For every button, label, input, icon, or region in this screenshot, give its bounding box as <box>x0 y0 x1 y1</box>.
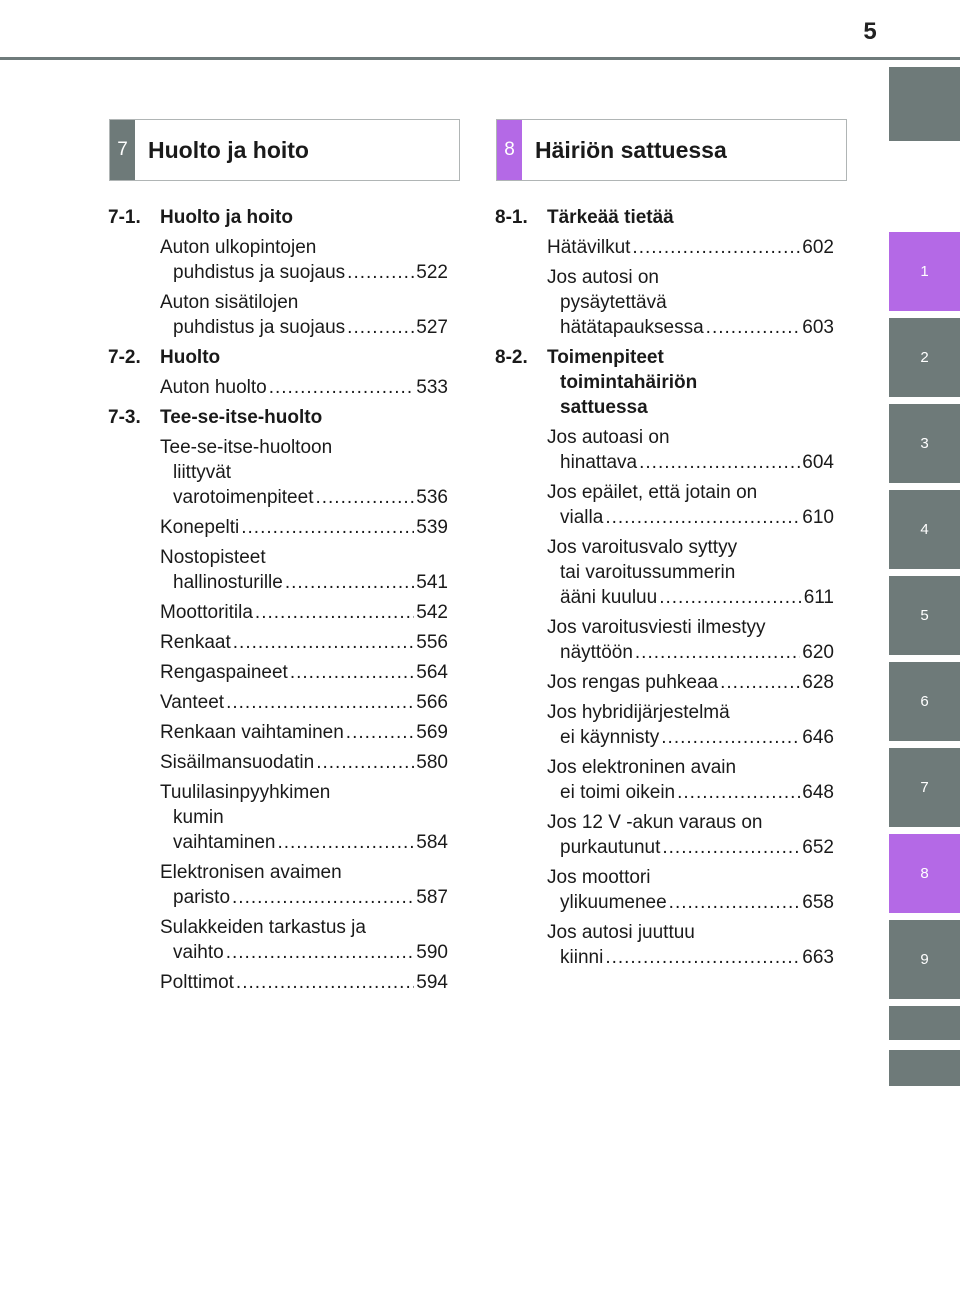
chapter-tab-blank[interactable] <box>889 1006 960 1040</box>
page-reference: 556 <box>416 632 448 653</box>
toc-entry-line <box>547 865 834 890</box>
toc-entry-line <box>547 640 834 665</box>
section-title <box>160 205 448 230</box>
toc-entry-line <box>160 315 448 340</box>
toc-entry-text: Jos epäilet, että jotain on <box>547 482 758 503</box>
toc-entry-line <box>547 615 834 640</box>
toc-entry[interactable] <box>160 660 448 685</box>
toc-column-chapter-7 <box>108 205 448 1000</box>
dot-leader <box>233 630 415 655</box>
toc-entry-text: Jos varoitusviesti ilmestyy <box>547 617 766 638</box>
toc-entry[interactable] <box>160 915 448 965</box>
toc-entry-line <box>160 660 448 685</box>
dot-leader <box>316 750 414 775</box>
toc-entry-line <box>547 700 834 725</box>
toc-entry-text: puhdistus ja suojaus <box>173 317 346 338</box>
chapter-tab-6[interactable]: 6 <box>889 662 960 741</box>
toc-entry-text: ei käynnisty <box>560 727 660 748</box>
toc-entry[interactable] <box>160 780 448 855</box>
toc-entry-text: Jos autoasi on <box>547 427 670 448</box>
toc-entry-text: varotoimenpiteet <box>173 487 314 508</box>
section-number: 8-1. <box>495 207 528 228</box>
page-reference: 604 <box>802 452 834 473</box>
dot-leader <box>290 660 414 685</box>
page-reference: 602 <box>802 237 834 258</box>
toc-entry-text: Polttimot <box>160 972 234 993</box>
section-number: 7-3. <box>108 407 141 428</box>
toc-entry-text: Vanteet <box>160 692 225 713</box>
dot-leader <box>659 585 802 610</box>
toc-entry-line <box>160 485 448 510</box>
toc-entry-line <box>160 630 448 655</box>
toc-entry[interactable] <box>160 375 448 400</box>
page-reference: 587 <box>416 887 448 908</box>
toc-entry[interactable] <box>547 615 834 665</box>
toc-entry-line <box>547 450 834 475</box>
toc-entry-line <box>160 235 448 260</box>
page-reference: 564 <box>416 662 448 683</box>
chapter-tab-8[interactable]: 8 <box>889 834 960 913</box>
section-title <box>547 205 834 230</box>
toc-entry-line <box>547 235 834 260</box>
page-reference: 648 <box>802 782 834 803</box>
header-rule <box>0 57 960 60</box>
chapter-title: Huolto ja hoito <box>148 136 309 163</box>
section-title-line: Huolto <box>160 347 221 368</box>
toc-entry-line <box>547 725 834 750</box>
toc-entry-text: hallinosturille <box>173 572 283 593</box>
toc-entry[interactable] <box>547 920 834 970</box>
toc-entry[interactable] <box>547 425 834 475</box>
toc-entry-text: liittyvät <box>173 462 232 483</box>
toc-entry-line <box>160 600 448 625</box>
toc-entry[interactable] <box>547 535 834 610</box>
chapter-tab-5[interactable]: 5 <box>889 576 960 655</box>
toc-section <box>108 205 448 340</box>
toc-entry-text: pysäytettävä <box>560 292 667 313</box>
toc-entry[interactable] <box>547 235 834 260</box>
page-reference: 580 <box>416 752 448 773</box>
chapter-tab-blank[interactable] <box>889 67 960 141</box>
toc-entry[interactable] <box>160 750 448 775</box>
dot-leader <box>277 830 414 855</box>
page-reference: 594 <box>416 972 448 993</box>
toc-entry-text: Jos 12 V -akun varaus on <box>547 812 763 833</box>
page-reference: 533 <box>416 377 448 398</box>
toc-entry-line <box>547 535 834 560</box>
section-title <box>160 405 448 430</box>
toc-entry-text: purkautunut <box>560 837 661 858</box>
toc-entry-line <box>547 755 834 780</box>
page-reference: 620 <box>802 642 834 663</box>
dot-leader <box>605 945 800 970</box>
toc-entry[interactable] <box>160 630 448 655</box>
chapter-tab-7[interactable]: 7 <box>889 748 960 827</box>
toc-entry-line <box>160 940 448 965</box>
toc-entry-line <box>160 435 448 460</box>
toc-entry-line <box>160 780 448 805</box>
section-heading <box>495 345 834 420</box>
toc-entry-text: Moottoritila <box>160 602 253 623</box>
toc-entry-text: kumin <box>173 807 224 828</box>
toc-entry[interactable] <box>160 435 448 510</box>
toc-entry[interactable] <box>547 700 834 750</box>
dot-leader <box>661 725 800 750</box>
dot-leader <box>635 640 800 665</box>
dot-leader <box>255 600 414 625</box>
toc-entry-line <box>547 290 834 315</box>
toc-entry-line <box>160 260 448 285</box>
page-reference: 536 <box>416 487 448 508</box>
chapter-tab-3[interactable]: 3 <box>889 404 960 483</box>
dot-leader <box>632 235 800 260</box>
toc-entry-line <box>160 375 448 400</box>
toc-entry-line <box>160 290 448 315</box>
toc-entry-text: hinattava <box>560 452 638 473</box>
toc-entry-text: ääni kuuluu <box>560 587 658 608</box>
toc-entry-line <box>160 860 448 885</box>
section-heading <box>495 205 834 230</box>
dot-leader <box>315 485 414 510</box>
page-reference: 527 <box>416 317 448 338</box>
toc-entry-text: vaihto <box>173 942 224 963</box>
toc-entry-line <box>547 265 834 290</box>
dot-leader <box>346 720 415 745</box>
page-reference: 584 <box>416 832 448 853</box>
toc-section <box>108 345 448 400</box>
page-reference: 663 <box>802 947 834 968</box>
toc-entry-text: Sisäilmansuodatin <box>160 752 315 773</box>
toc-entry-text: Jos hybridijärjestelmä <box>547 702 730 723</box>
section-heading <box>108 405 448 430</box>
toc-entry-line <box>160 515 448 540</box>
section-number: 7-1. <box>108 207 141 228</box>
toc-entry-line <box>160 805 448 830</box>
toc-entry-line <box>547 585 834 610</box>
toc-entry-text: Jos elektroninen avain <box>547 757 737 778</box>
toc-entry[interactable] <box>547 755 834 805</box>
section-title <box>160 345 448 370</box>
toc-entry-text: vialla <box>560 507 604 528</box>
toc-entry-line <box>547 560 834 585</box>
toc-entry[interactable] <box>547 480 834 530</box>
toc-entry-text: Elektronisen avaimen <box>160 862 342 883</box>
page-number: 5 <box>863 18 877 45</box>
toc-entry-line <box>160 460 448 485</box>
dot-leader <box>662 835 800 860</box>
toc-entry-line <box>547 315 834 340</box>
toc-entry-line <box>160 915 448 940</box>
toc-entry[interactable] <box>160 235 448 285</box>
toc-entry-line <box>547 945 834 970</box>
toc-entry[interactable] <box>547 670 834 695</box>
page-reference: 611 <box>803 587 834 608</box>
page-reference: 652 <box>802 837 834 858</box>
page-reference: 628 <box>802 672 834 693</box>
dot-leader <box>720 670 800 695</box>
toc-entry-text: Jos autosi juuttuu <box>547 922 695 943</box>
section-title-line: sattuessa <box>560 397 648 418</box>
dot-leader <box>347 315 414 340</box>
toc-entry-text: Tee-se-itse-huoltoon <box>160 437 333 458</box>
toc-entry-line <box>547 890 834 915</box>
page-reference: 539 <box>416 517 448 538</box>
section-title-line: Tee-se-itse-huolto <box>160 407 323 428</box>
toc-entry-line <box>160 830 448 855</box>
section-title-line: Huolto ja hoito <box>160 207 293 228</box>
dot-leader <box>232 885 414 910</box>
toc-entry-line <box>160 720 448 745</box>
toc-entry[interactable] <box>160 720 448 745</box>
page-reference: 522 <box>416 262 448 283</box>
dot-leader <box>706 315 801 340</box>
toc-entry[interactable] <box>160 515 448 540</box>
toc-entry-line <box>547 425 834 450</box>
toc-entry-text: Sulakkeiden tarkastus ja <box>160 917 366 938</box>
toc-entry[interactable] <box>160 545 448 595</box>
section-heading <box>108 205 448 230</box>
toc-entry-line <box>160 690 448 715</box>
toc-entry-text: Rengaspaineet <box>160 662 288 683</box>
toc-entry[interactable] <box>547 810 834 860</box>
toc-entry-text: puhdistus ja suojaus <box>173 262 346 283</box>
page-reference: 658 <box>802 892 834 913</box>
dot-leader <box>236 970 414 995</box>
section-title <box>547 345 834 420</box>
toc-entry-text: Konepelti <box>160 517 240 538</box>
toc-entry-line <box>160 970 448 995</box>
toc-entry-text: Renkaan vaihtaminen <box>160 722 344 743</box>
dot-leader <box>285 570 414 595</box>
toc-entry-line <box>547 780 834 805</box>
section-title-line: Toimenpiteet <box>547 347 664 368</box>
toc-entry-text: Hätävilkut <box>547 237 631 258</box>
page-reference: 566 <box>416 692 448 713</box>
toc-entry-text: kiinni <box>560 947 604 968</box>
toc-entry[interactable] <box>160 290 448 340</box>
toc-section <box>495 205 834 340</box>
chapter-8-header <box>496 119 847 181</box>
dot-leader <box>677 780 800 805</box>
chapter-tab-9[interactable]: 9 <box>889 920 960 999</box>
page-reference: 590 <box>416 942 448 963</box>
page-reference: 603 <box>802 317 834 338</box>
page-reference: 569 <box>416 722 448 743</box>
toc-entry-text: Jos varoitusvalo syttyy <box>547 537 738 558</box>
toc-section <box>495 345 834 970</box>
dot-leader <box>605 505 800 530</box>
dot-leader <box>639 450 800 475</box>
toc-entry-text: Auton huolto <box>160 377 267 398</box>
chapter-tab-blank[interactable] <box>889 1050 960 1086</box>
toc-entry-text: vaihtaminen <box>173 832 276 853</box>
section-heading <box>108 345 448 370</box>
section-title-line: Tärkeää tietää <box>547 207 674 228</box>
toc-entry[interactable] <box>160 600 448 625</box>
section-number: 7-2. <box>108 347 141 368</box>
toc-entry[interactable] <box>160 690 448 715</box>
toc-entry-line <box>547 505 834 530</box>
chapter-number: 8 <box>497 120 522 180</box>
toc-entry-text: Tuulilasinpyyhkimen <box>160 782 331 803</box>
toc-entry-text: Nostopisteet <box>160 547 266 568</box>
toc-entry-text: ylikuumenee <box>560 892 667 913</box>
toc-entry[interactable] <box>547 265 834 340</box>
toc-entry-line <box>160 750 448 775</box>
dot-leader <box>269 375 415 400</box>
toc-entry-text: Auton ulkopintojen <box>160 237 317 258</box>
toc-entry[interactable] <box>160 970 448 995</box>
toc-entry-line <box>547 835 834 860</box>
toc-entry-text: paristo <box>173 887 231 908</box>
toc-section <box>108 405 448 995</box>
dot-leader <box>226 690 414 715</box>
page-reference: 646 <box>802 727 834 748</box>
page-reference: 541 <box>416 572 448 593</box>
toc-entry-text: Renkaat <box>160 632 231 653</box>
chapter-tab-2[interactable]: 2 <box>889 318 960 397</box>
dot-leader <box>347 260 414 285</box>
section-title-line: toimintahäiriön <box>560 372 698 393</box>
toc-entry-text: Jos moottori <box>547 867 651 888</box>
toc-entry-text: näyttöön <box>560 642 633 663</box>
section-number: 8-2. <box>495 347 528 368</box>
toc-entry-line <box>160 545 448 570</box>
dot-leader <box>226 940 415 965</box>
dot-leader <box>669 890 801 915</box>
toc-column-chapter-8 <box>495 205 834 975</box>
toc-entry[interactable] <box>547 865 834 915</box>
toc-entry-line <box>160 570 448 595</box>
toc-entry-text: tai varoitussummerin <box>560 562 736 583</box>
dot-leader <box>241 515 414 540</box>
toc-entry-text: Jos autosi on <box>547 267 659 288</box>
toc-entry-line <box>160 885 448 910</box>
toc-entry[interactable] <box>160 860 448 910</box>
toc-entry-text: hätätapauksessa <box>560 317 704 338</box>
toc-entry-line <box>547 920 834 945</box>
chapter-tab-1[interactable]: 1 <box>889 232 960 311</box>
toc-entry-line <box>547 670 834 695</box>
page-reference: 542 <box>416 602 448 623</box>
toc-entry-text: ei toimi oikein <box>560 782 676 803</box>
toc-entry-text: Auton sisätilojen <box>160 292 299 313</box>
toc-entry-line <box>547 810 834 835</box>
page-reference: 610 <box>802 507 834 528</box>
toc-entry-line <box>547 480 834 505</box>
chapter-7-header <box>109 119 460 181</box>
chapter-tab-4[interactable]: 4 <box>889 490 960 569</box>
chapter-number: 7 <box>110 120 135 180</box>
chapter-title: Häiriön sattuessa <box>535 136 727 163</box>
toc-entry-text: Jos rengas puhkeaa <box>547 672 719 693</box>
